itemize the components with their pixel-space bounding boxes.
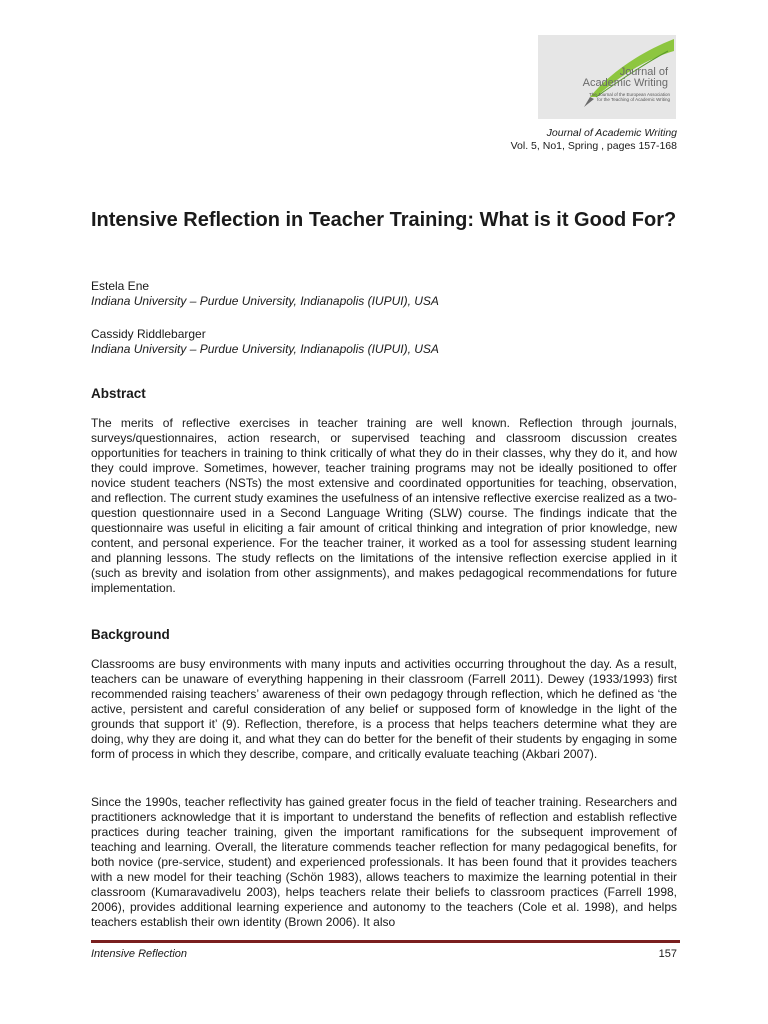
- page-number: 157: [658, 948, 677, 960]
- journal-logo: [538, 35, 676, 119]
- journal-volume: Vol. 5, No1, Spring , pages 157-168: [510, 140, 677, 152]
- author-affiliation: Indiana University – Purdue University, Indianapolis (IUPUI), USA: [91, 294, 439, 308]
- background-paragraph-2: Since the 1990s, teacher reflectivity has gained greater focus in the field of teacher training. Researchers and practitioners acknowledge that it is important to understand the benefits of reflection and establish reflective practices during teacher training, given the important ramifications for the subsequent improvement of teaching and learning. Overall, the literature commends teacher reflection for many pedagogical benefits, for both novice (pre-service, student) and experienced professionals. It has been found that it provides teachers with a new model for their teaching (Schön 1983), allows teachers to maximize the learning potential in their classroom (Kumaravadivelu 2003), helps teachers relate their beliefs to classroom practices (Farrell 1998, 2006), provides additional learning experience and autonomy to the teachers (Cole et al. 1998), and helps teachers establish their own identity (Brown 2006). It also: [91, 795, 677, 929]
- author-name: Cassidy Riddlebarger: [91, 327, 206, 341]
- paper-title: Intensive Reflection in Teacher Training: What is it Good For?: [91, 209, 677, 231]
- author-affiliation: Indiana University – Purdue University, Indianapolis (IUPUI), USA: [91, 342, 439, 356]
- logo-wordmark: [583, 67, 668, 89]
- abstract-heading: Abstract: [91, 386, 146, 401]
- author-2: [91, 327, 439, 357]
- journal-name: Journal of Academic Writing: [546, 127, 677, 139]
- author-1: [91, 279, 439, 309]
- running-title: Intensive Reflection: [91, 948, 187, 960]
- author-name: Estela Ene: [91, 279, 150, 293]
- footer-divider: [91, 940, 680, 943]
- logo-subtitle: [570, 92, 670, 102]
- background-paragraph-1: Classrooms are busy environments with many inputs and activities occurring throughout the day. As a result, teachers can be unaware of everything happening in their classroom (Farrell 2011). Dewey (1933/1993) first recommended raising teachers’ awareness of their own pedagogy through reflection, which he defined as ‘the active, persistent and careful consideration of any belief or supposed form of knowledge in the light of the grounds that support it’ (9). Reflection, therefore, is a process that helps teachers determine what they are doing, why they are doing it, and what they can do better for the benefit of their students by engaging in some form of process in which they describe, compare, and critically evaluate teaching (Akbari 2007).: [91, 657, 677, 761]
- background-heading: Background: [91, 627, 170, 642]
- journal-reference: [511, 127, 677, 153]
- logo-subtitle-line2: for the Teaching of Academic Writing: [597, 97, 670, 102]
- logo-name-line1: Journal of: [619, 66, 668, 78]
- abstract-text: The merits of reflective exercises in teacher training are well known. Reflection through journals, surveys/questionnaires, action research, or supervised teaching and classroom discussion creates opportunities for teachers in training to think critically of what they do in their classes, why they do it, and how they could improve. Sometimes, however, teacher training programs may not be ideally positioned to offer novice student teachers (NSTs) the most extensive and coordinated opportunities for teaching, observation, and reflection. The current study examines the usefulness of an intensive reflective exercise realized as a two-question questionnaire used in a Second Language Writing (SLW) course. The findings indicate that the questionnaire was useful in eliciting a fair amount of critical thinking and integration of prior knowledge, new content, and personal experience. For the teacher trainer, it worked as a tool for assessing student learning and planning lessons. The study reflects on the limitations of the intensive reflection exercise applied in it (such as brevity and isolation from other assignments), and makes pedagogical recommendations for future implementation.: [91, 416, 677, 595]
- logo-subtitle-line1: The Journal of the European Association: [588, 92, 670, 97]
- logo-name-line2: Academic Writing: [582, 77, 668, 89]
